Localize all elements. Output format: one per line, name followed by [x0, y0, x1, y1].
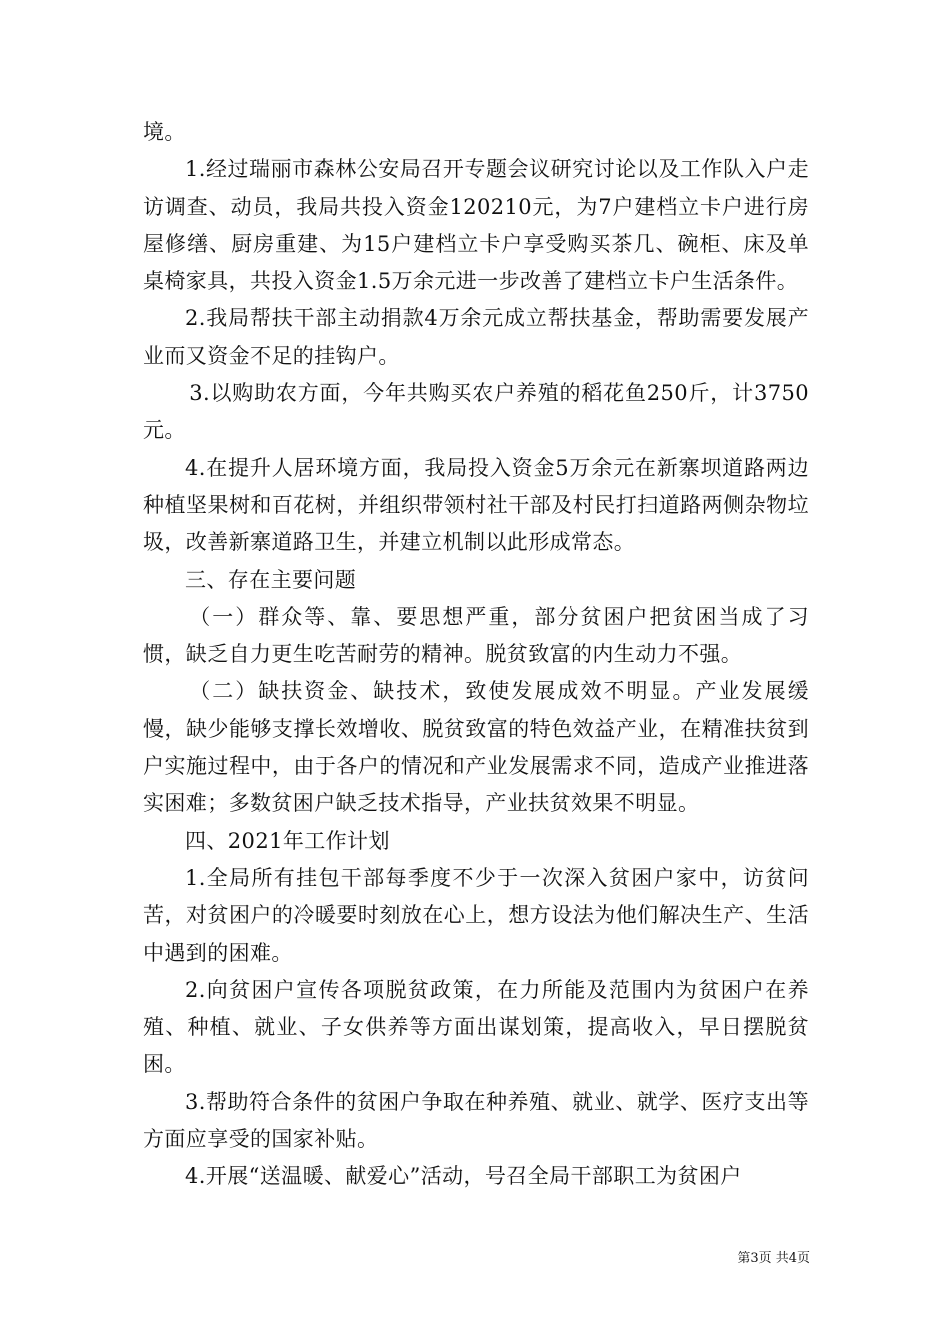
- paragraph-plan-1: 1.全局所有挂包干部每季度不少于一次深入贫困户家中，访贫问苦，对贫困户的冷暖要时刻放在心上，想方设法为他们解决生产、生活中遇到的困难。: [143, 865, 809, 965]
- paragraph-continuation: 境。: [143, 120, 186, 144]
- section-heading-problems: 三、存在主要问题: [185, 567, 357, 592]
- paragraph-plan-3: 3.帮助符合条件的贫困户争取在种养殖、就业、就学、医疗支出等方面应享受的国家补贴。: [143, 1089, 809, 1152]
- paragraph-item-2-fund: 2.我局帮扶干部主动捐款4万余元成立帮扶基金，帮助需要发展产业而又资金不足的挂钩户。: [143, 306, 809, 368]
- paragraph-problem-1: （一）群众等、靠、要思想严重，部分贫困户把贫困当成了习惯，缺乏自力更生吃苦耐劳的精神。脱贫致富的内生动力不强。: [143, 604, 809, 667]
- section-heading-plan: 四、2021年工作计划: [185, 828, 390, 853]
- document-body: [143, 114, 809, 1196]
- paragraph-plan-4: 4.开展“送温暖、献爱心”活动，号召全局干部职工为贫困户: [185, 1164, 742, 1189]
- paragraph-item-1-housing: 1.经过瑞丽市森林公安局召开专题会议研究讨论以及工作队入户走访调查、动员，我局共投入资金120210元，为7户建档立卡户进行房屋修缮、厨房重建、为15户建档立卡户享受购买茶几、碗柜、床及单桌椅家具，共投入资金1.5万余元进一步改善了建档立卡户生活条件。: [143, 157, 809, 294]
- paragraph-item-4-environment: 4.在提升人居环境方面，我局投入资金5万余元在新寨坝道路两边种植坚果树和百花树，并组织带领村社干部及村民打扫道路两侧杂物垃圾，改善新寨道路卫生，并建立机制以此形成常态。: [143, 455, 809, 555]
- paragraph-problem-2: （二）缺扶资金、缺技术，致使发展成效不明显。产业发展缓慢，缺少能够支撑长效增收、脱贫致富的特色效益产业，在精准扶贫到户实施过程中，由于各户的情况和产业发展需求不同，造成产业推进落实困难；多数贫困户缺乏技术指导，产业扶贫效果不明显。: [143, 679, 809, 816]
- paragraph-item-3-purchase: 3.以购助农方面，今年共购买农户养殖的稻花鱼250斤，计3750元。: [143, 381, 809, 443]
- paragraph-plan-2: 2.向贫困户宣传各项脱贫政策，在力所能及范围内为贫困户在养殖、种植、就业、子女供养等方面出谋划策，提高收入，早日摆脱贫困。: [143, 977, 809, 1077]
- page-number-footer: 第3页 共4页: [737, 1251, 810, 1266]
